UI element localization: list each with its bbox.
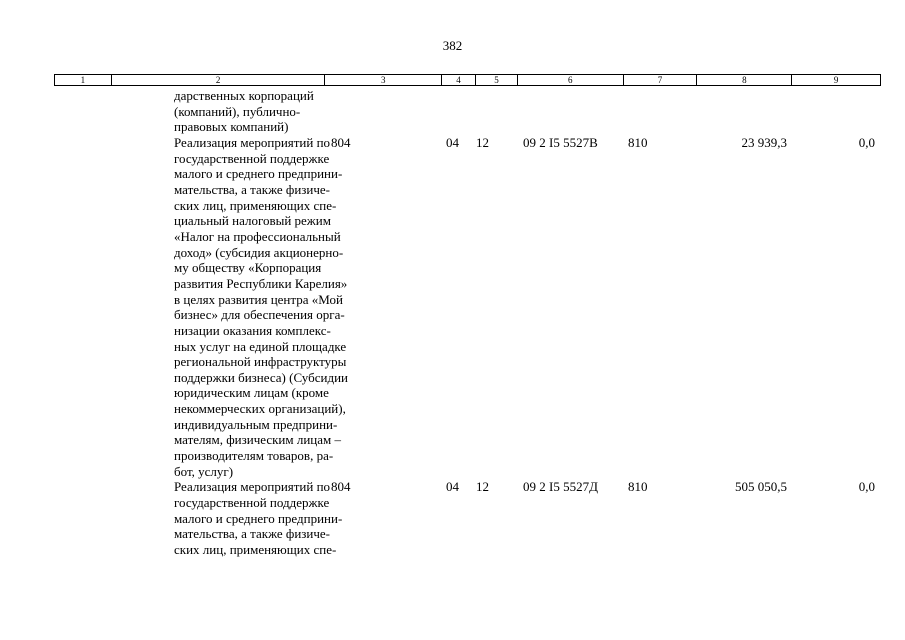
description-line: мателям, физическим лицам – [174,432,341,448]
description-line: развития Республики Карелия» [174,275,348,291]
cell-code-6: 09 2 I5 5527Д [523,479,598,495]
cell-code-4 [442,88,476,135]
cell-amount-9 [793,88,881,135]
description-line: индивидуальным предприни- [174,416,338,432]
cell-amount-8 [698,88,793,135]
description-line: Реализация мероприятий по [174,479,331,495]
column-number-8: 8 [697,75,792,85]
description-line: региональной инфраструктуры [174,354,347,370]
cell-amount-8: 23 939,3 [741,134,787,150]
column-number-3: 3 [325,75,442,85]
cell-code-6 [518,88,624,135]
description-line: правовых компаний) [174,119,289,135]
cell-code-7: 810 [628,479,648,495]
cell-code-3: 804 [331,479,351,495]
description-line: государственной поддержке [174,150,330,166]
column-number-4: 4 [442,75,476,85]
table-row [54,479,881,557]
description-line: малого и среднего предприни- [174,510,343,526]
table-row [54,88,881,135]
description-line: производителям товаров, ра- [174,448,334,464]
description-line: му обществу «Корпорация [174,260,322,276]
description-line: ных услуг на единой площадке [174,338,347,354]
cell-code-3: 804 [331,134,351,150]
cell-code-4: 04 [446,479,459,495]
cell-code-3 [325,88,442,135]
description-line: юридическим лицам (кроме [174,385,329,401]
table-row [54,135,881,479]
description-line: в целях развития центра «Мой [174,291,343,307]
cell-code-7: 810 [628,134,648,150]
column-number-7: 7 [624,75,698,85]
column-number-6: 6 [518,75,624,85]
cell-amount-9: 0,0 [858,479,875,495]
description-line: циальный налоговый режим [174,213,331,229]
row-description [111,88,325,135]
cell-col-1 [54,479,111,557]
description-line: доход» (субсидия акционерно- [174,244,344,260]
description-line: бизнес» для обеспечения орга- [174,307,345,323]
description-line: бот, услуг) [174,463,234,479]
description-line: малого и среднего предприни- [174,166,343,182]
page-number: 382 [442,38,463,53]
column-number-9: 9 [833,75,839,85]
budget-table-body [54,88,881,558]
cell-code-5: 12 [476,479,489,495]
description-line: мательства, а также физиче- [174,526,331,542]
cell-col-1 [54,135,111,479]
description-line: поддержки бизнеса) (Субсидии [174,369,348,385]
cell-col-1 [54,88,111,135]
description-line: (компаний), публично- [174,103,301,119]
cell-code-5 [476,88,518,135]
description-line: дарственных корпораций [174,88,314,103]
cell-code-4: 04 [446,134,459,150]
description-line: государственной поддержке [174,495,330,511]
cell-amount-8: 505 050,5 [735,479,787,495]
description-line: некоммерческих организаций), [174,401,346,417]
description-line: ских лиц, применяющих спе- [174,197,337,213]
description-line: ских лиц, применяющих спе- [174,542,337,558]
cell-code-5: 12 [476,134,489,150]
description-line: низации оказания комплекс- [174,322,331,338]
cell-code-6: 09 2 I5 5527В [523,134,598,150]
table-column-numbers [54,74,881,86]
description-line: мательства, а также физиче- [174,181,331,197]
column-number-2: 2 [112,75,325,85]
cell-code-7 [624,88,698,135]
column-number-1: 1 [55,75,112,85]
description-line: Реализация мероприятий по [174,134,331,150]
description-line: «Налог на профессиональный [174,228,341,244]
cell-amount-9: 0,0 [858,134,875,150]
column-number-5: 5 [476,75,518,85]
